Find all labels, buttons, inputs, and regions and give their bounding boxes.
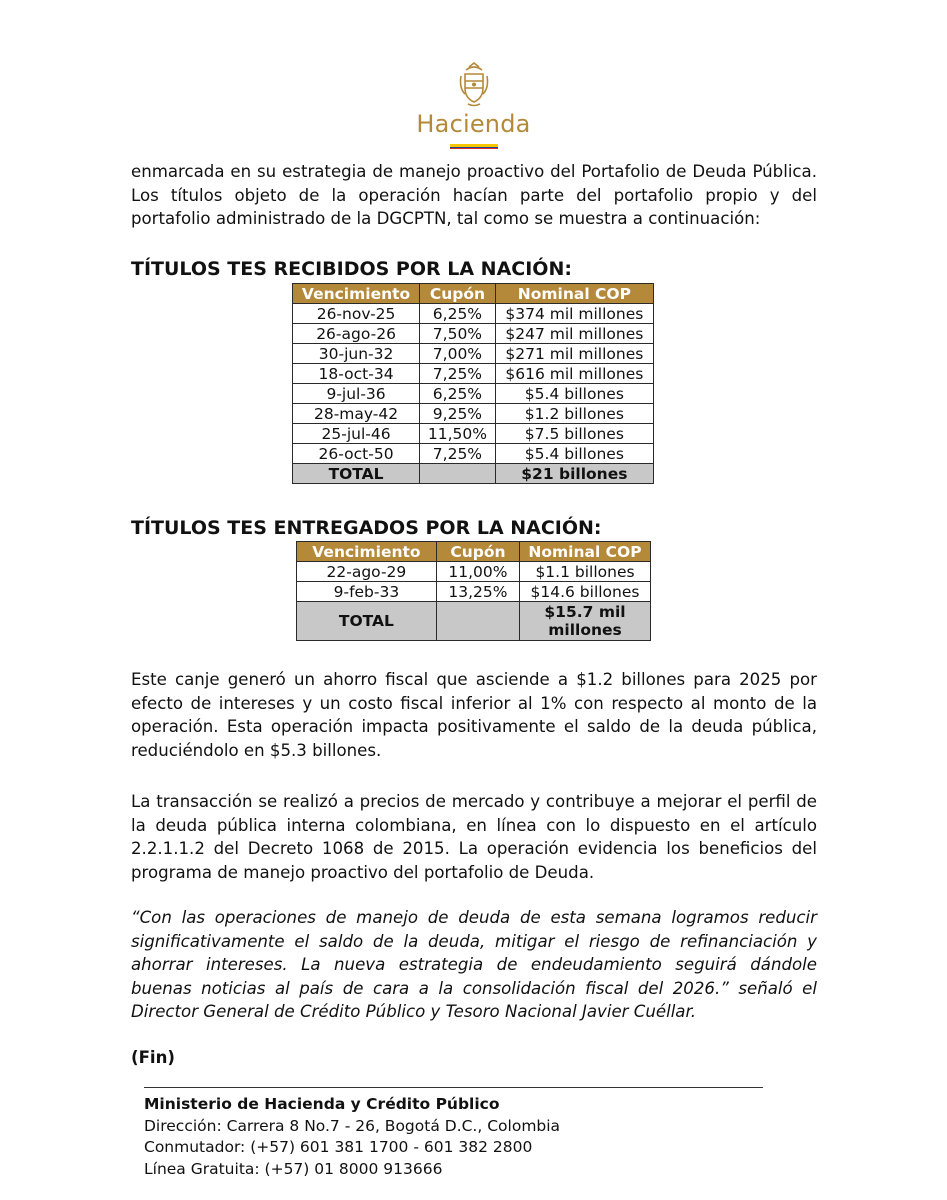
nominal-cell: $1.1 billones xyxy=(520,562,651,582)
nominal-cell: $374 mil millones xyxy=(495,304,653,324)
column-header: Cupón xyxy=(420,284,496,304)
coupon-cell: 6,25% xyxy=(420,384,496,404)
table-row xyxy=(297,562,651,582)
flag-bar xyxy=(450,144,498,149)
coupon-cell: 7,50% xyxy=(420,324,496,344)
table-row xyxy=(293,424,654,444)
quote-block xyxy=(131,906,817,1024)
column-header: Vencimiento xyxy=(297,542,437,562)
table-row xyxy=(293,324,654,344)
intro-paragraph: enmarcada en su estrategia de manejo proactivo del Portafolio de Deuda Pública. Los títulos objeto de la operación hacían parte del portafolio propio y del portafolio administrado de la DGCPTN, tal como se muestra a continuación: xyxy=(131,162,817,228)
delivered-table xyxy=(296,541,651,641)
delivered-title: TÍTULOS TES ENTREGADOS POR LA NACIÓN: xyxy=(131,517,602,539)
coupon-cell: 6,25% xyxy=(420,304,496,324)
maturity-cell: 9-feb-33 xyxy=(297,582,437,602)
brand-name: Hacienda xyxy=(416,110,531,138)
total-empty-cell xyxy=(436,602,519,641)
maturity-cell: 18-oct-34 xyxy=(293,364,420,384)
footer-phone: Conmutador: (+57) 601 381 1700 - 601 382 2800 xyxy=(144,1138,533,1156)
footer-divider xyxy=(144,1087,763,1088)
table-row xyxy=(297,582,651,602)
intro-block xyxy=(131,160,817,231)
coupon-cell: 9,25% xyxy=(420,404,496,424)
coupon-cell: 11,00% xyxy=(436,562,519,582)
table-row xyxy=(293,444,654,464)
column-header: Nominal COP xyxy=(495,284,653,304)
savings-paragraph: Este canje generó un ahorro fiscal que asciende a $1.2 billones para 2025 por efecto de intereses y un costo fiscal inferior al 1% con respecto al monto de la operación. Esta operación impacta positivamente el saldo de la deuda pública, reduciéndolo en $5.3 billones. xyxy=(131,670,817,760)
savings-block xyxy=(131,668,817,762)
total-empty-cell xyxy=(420,464,496,484)
received-table xyxy=(292,283,654,484)
column-header: Nominal COP xyxy=(520,542,651,562)
maturity-cell: 28-may-42 xyxy=(293,404,420,424)
footer-org: Ministerio de Hacienda y Crédito Público xyxy=(144,1095,500,1113)
coupon-cell: 7,25% xyxy=(420,364,496,384)
received-title: TÍTULOS TES RECIBIDOS POR LA NACIÓN: xyxy=(131,258,572,280)
nominal-cell: $1.2 billones xyxy=(495,404,653,424)
coat-of-arms-icon xyxy=(457,62,491,108)
coupon-cell: 13,25% xyxy=(436,582,519,602)
letterhead xyxy=(0,62,947,149)
maturity-cell: 26-ago-26 xyxy=(293,324,420,344)
end-marker: (Fin) xyxy=(131,1048,176,1067)
maturity-cell: 26-oct-50 xyxy=(293,444,420,464)
coupon-cell: 7,00% xyxy=(420,344,496,364)
table-row xyxy=(293,384,654,404)
coupon-cell: 11,50% xyxy=(420,424,496,444)
maturity-cell: 26-nov-25 xyxy=(293,304,420,324)
transaction-paragraph: La transacción se realizó a precios de mercado y contribuye a mejorar el perfil de la deuda pública interna colombiana, en línea con lo dispuesto en el artículo 2.2.1.1.2 del Decreto 1068 de 2015. La operación evidencia los beneficios del programa de manejo proactivo del portafolio de Deuda. xyxy=(131,792,817,882)
table-row xyxy=(293,304,654,324)
footer-address: Dirección: Carrera 8 No.7 - 26, Bogotá D.C., Colombia xyxy=(144,1116,561,1135)
column-header: Cupón xyxy=(436,542,519,562)
footer-tollfree: Línea Gratuita: (+57) 01 8000 913666 xyxy=(144,1159,443,1178)
maturity-cell: 9-jul-36 xyxy=(293,384,420,404)
total-row xyxy=(293,464,654,484)
table-header-row xyxy=(293,284,654,304)
nominal-cell: $247 mil millones xyxy=(495,324,653,344)
total-label: TOTAL xyxy=(293,464,420,484)
maturity-cell: 25-jul-46 xyxy=(293,424,420,444)
total-value: $15.7 mil millones xyxy=(520,602,651,641)
nominal-cell: $7.5 billones xyxy=(495,424,653,444)
nominal-cell: $5.4 billones xyxy=(495,384,653,404)
total-value: $21 billones xyxy=(495,464,653,484)
table-row xyxy=(293,344,654,364)
maturity-cell: 22-ago-29 xyxy=(297,562,437,582)
total-label: TOTAL xyxy=(297,602,437,641)
nominal-cell: $5.4 billones xyxy=(495,444,653,464)
maturity-cell: 30-jun-32 xyxy=(293,344,420,364)
coupon-cell: 7,25% xyxy=(420,444,496,464)
nominal-cell: $14.6 billones xyxy=(520,582,651,602)
table-row xyxy=(293,404,654,424)
table-row xyxy=(293,364,654,384)
column-header: Vencimiento xyxy=(293,284,420,304)
footer xyxy=(144,1094,560,1180)
quote-paragraph: “Con las operaciones de manejo de deuda de esta semana logramos reducir significativamente el saldo de la deuda, mitigar el riesgo de refinanciación y ahorrar intereses. La nueva estrategia de endeudamiento seguirá dándole buenas noticias al país de cara a la consolidación fiscal del 2026.” señaló el Director General de Crédito Público y Tesoro Nacional Javier Cuéllar. xyxy=(131,908,817,1021)
total-row xyxy=(297,602,651,641)
transaction-block xyxy=(131,790,817,884)
nominal-cell: $616 mil millones xyxy=(495,364,653,384)
table-header-row xyxy=(297,542,651,562)
nominal-cell: $271 mil millones xyxy=(495,344,653,364)
